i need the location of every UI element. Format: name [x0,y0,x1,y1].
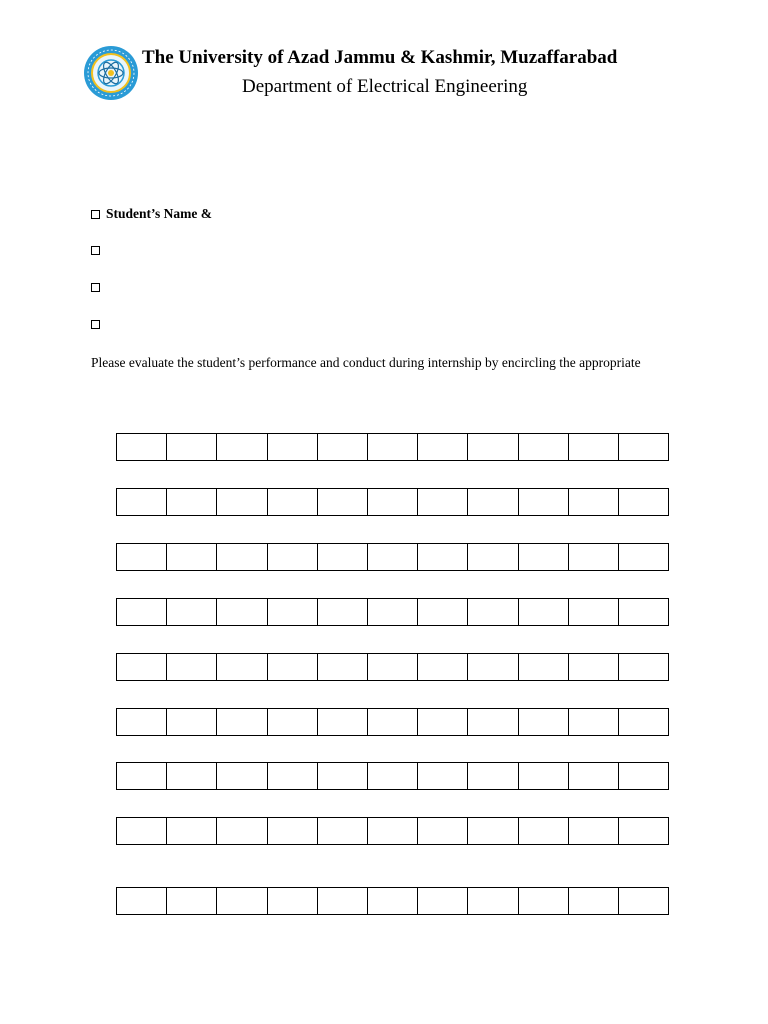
rating-cell[interactable] [167,818,217,844]
rating-cell[interactable] [268,763,318,789]
rating-cell[interactable] [117,489,167,515]
rating-cell[interactable] [418,654,468,680]
rating-cell[interactable] [468,763,518,789]
rating-cell[interactable] [468,434,518,460]
university-seal-icon [83,45,139,101]
rating-cell[interactable] [468,654,518,680]
rating-cell[interactable] [268,818,318,844]
rating-cell[interactable] [268,654,318,680]
rating-cell[interactable] [468,489,518,515]
rating-cell[interactable] [418,763,468,789]
rating-cell[interactable] [619,818,668,844]
rating-row [116,817,669,845]
checklist-label: Student’s Name & [106,206,212,221]
rating-cell[interactable] [117,763,167,789]
rating-cell[interactable] [117,654,167,680]
checkbox-icon[interactable] [91,210,100,219]
rating-cell[interactable] [117,709,167,735]
rating-cell[interactable] [268,544,318,570]
rating-cell[interactable] [318,599,368,625]
rating-cell[interactable] [268,434,318,460]
checkbox-icon[interactable] [91,320,100,329]
rating-cell[interactable] [268,888,318,914]
rating-cell[interactable] [268,709,318,735]
rating-cell[interactable] [268,489,318,515]
evaluation-instruction: Please evaluate the student’s performance and conduct during internship by encircling the appropriate [91,355,641,370]
rating-cell[interactable] [519,434,569,460]
rating-cell[interactable] [268,599,318,625]
rating-cell[interactable] [368,544,418,570]
rating-cell[interactable] [318,818,368,844]
rating-cell[interactable] [619,654,668,680]
rating-row [116,598,669,626]
rating-cell[interactable] [619,888,668,914]
rating-row [116,708,669,736]
rating-cell[interactable] [418,888,468,914]
rating-cell[interactable] [519,709,569,735]
rating-row [116,887,669,915]
checkbox-icon[interactable] [91,283,100,292]
rating-cell[interactable] [167,709,217,735]
rating-cell[interactable] [368,709,418,735]
rating-cell[interactable] [318,489,368,515]
rating-cell[interactable] [117,599,167,625]
rating-cell[interactable] [418,489,468,515]
checklist-item [91,279,106,295]
rating-cell[interactable] [569,763,619,789]
rating-cell[interactable] [619,599,668,625]
checkbox-icon[interactable] [91,246,100,255]
rating-cell[interactable] [418,599,468,625]
rating-cell[interactable] [519,763,569,789]
rating-cell[interactable] [468,888,518,914]
rating-cell[interactable] [519,544,569,570]
rating-cell[interactable] [519,599,569,625]
rating-cell[interactable] [368,434,418,460]
rating-cell[interactable] [519,654,569,680]
rating-cell[interactable] [318,888,368,914]
rating-cell[interactable] [418,709,468,735]
rating-cell[interactable] [368,818,418,844]
rating-row [116,653,669,681]
rating-cell[interactable] [167,489,217,515]
rating-cell[interactable] [117,818,167,844]
rating-cell[interactable] [468,599,518,625]
rating-cell[interactable] [117,888,167,914]
rating-cell[interactable] [217,544,267,570]
rating-cell[interactable] [167,763,217,789]
rating-cell[interactable] [619,544,668,570]
rating-cell[interactable] [167,544,217,570]
rating-cell[interactable] [468,709,518,735]
rating-cell[interactable] [318,544,368,570]
rating-cell[interactable] [217,888,267,914]
checklist-item [91,242,106,258]
rating-cell[interactable] [619,434,668,460]
rating-cell[interactable] [368,763,418,789]
department-title: Department of Electrical Engineering [242,76,528,97]
rating-row [116,488,669,516]
rating-cell[interactable] [519,888,569,914]
rating-cell[interactable] [418,544,468,570]
rating-cell[interactable] [368,489,418,515]
rating-cell[interactable] [217,434,267,460]
rating-cell[interactable] [418,434,468,460]
rating-cell[interactable] [217,489,267,515]
rating-cell[interactable] [217,654,267,680]
rating-cell[interactable] [619,709,668,735]
university-title: The University of Azad Jammu & Kashmir, Muzaffarabad [142,47,618,68]
rating-row [116,433,669,461]
checklist-item [91,316,106,332]
rating-cell[interactable] [519,818,569,844]
rating-cell[interactable] [217,818,267,844]
rating-cell[interactable] [318,654,368,680]
rating-cell[interactable] [569,709,619,735]
rating-cell[interactable] [619,763,668,789]
rating-cell[interactable] [418,818,468,844]
rating-cell[interactable] [619,489,668,515]
rating-cell[interactable] [217,599,267,625]
rating-cell[interactable] [519,489,569,515]
rating-row [116,762,669,790]
rating-cell[interactable] [569,544,619,570]
rating-cell[interactable] [318,763,368,789]
rating-cell[interactable] [117,434,167,460]
rating-cell[interactable] [217,763,267,789]
rating-cell[interactable] [167,599,217,625]
rating-cell[interactable] [368,599,418,625]
rating-cell[interactable] [318,434,368,460]
rating-cell[interactable] [167,888,217,914]
rating-cell[interactable] [318,709,368,735]
rating-cell[interactable] [569,434,619,460]
rating-cell[interactable] [167,434,217,460]
rating-cell[interactable] [569,888,619,914]
rating-cell[interactable] [569,489,619,515]
rating-cell[interactable] [368,654,418,680]
rating-cell[interactable] [217,709,267,735]
rating-cell[interactable] [117,544,167,570]
rating-cell[interactable] [569,599,619,625]
rating-cell[interactable] [569,654,619,680]
rating-cell[interactable] [468,818,518,844]
rating-row [116,543,669,571]
rating-cell[interactable] [167,654,217,680]
checklist-item-student-name [91,206,212,222]
rating-cell[interactable] [468,544,518,570]
rating-cell[interactable] [569,818,619,844]
rating-cell[interactable] [368,888,418,914]
